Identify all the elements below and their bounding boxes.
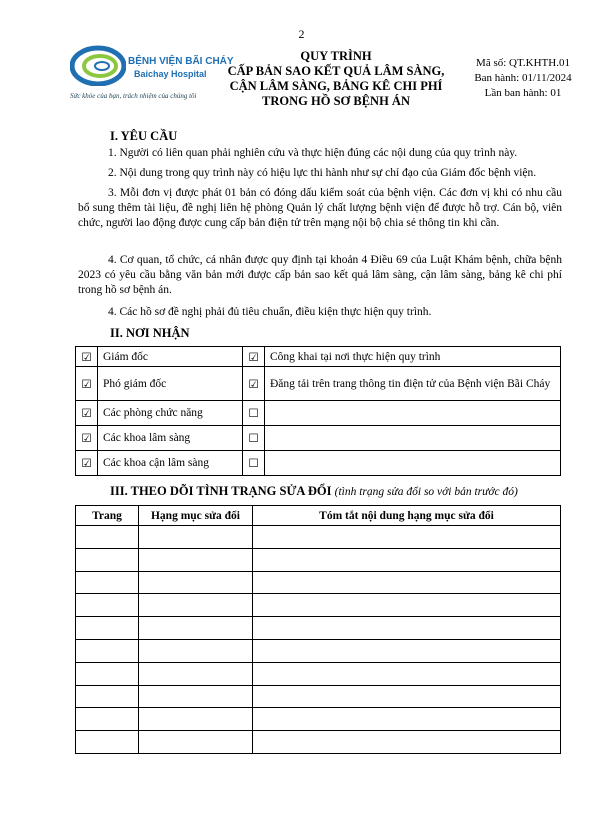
recipient-label	[265, 426, 561, 451]
recipient-row	[76, 367, 561, 401]
revision-row	[76, 526, 561, 549]
revision-cell	[76, 526, 139, 549]
recipient-row	[76, 451, 561, 476]
section-revisions-note: (tình trạng sửa đổi so với bản trước đó)	[334, 486, 518, 498]
title-line: TRONG HỒ SƠ BỆNH ÁN	[262, 94, 410, 108]
checked-box-icon: ☑	[76, 367, 98, 401]
document-meta	[458, 56, 588, 101]
revision-cell	[253, 708, 561, 731]
logo-subname: Baichay Hospital	[134, 69, 207, 79]
requirement-item: 4. Cơ quan, tổ chức, cá nhân được quy định tại khoản 4 Điều 69 của Luật Khám bệnh, chữa bệnh 2023 có yêu cầu bằng văn bản mới được cấp bản sao kết quả lâm sàng, cận lâm sàng, bảng kê chi phí trong hồ sơ bệnh án.	[78, 254, 562, 296]
logo-swirl-icon	[70, 44, 126, 86]
revision-cell	[76, 548, 139, 571]
revision-cell	[253, 685, 561, 708]
requirement-item: 2. Nội dung trong quy trình này có hiệu lực thi hành như sự chỉ đạo của Giám đốc bệnh viện.	[108, 167, 537, 179]
revision-cell	[139, 571, 253, 594]
recipient-row	[76, 401, 561, 426]
revision-cell	[139, 662, 253, 685]
requirement-item: 1. Người có liên quan phải nghiên cứu và thực hiện đúng các nội dung của quy trình này.	[108, 147, 518, 159]
revision-row	[76, 571, 561, 594]
recipient-label: Các phòng chức năng	[98, 401, 243, 426]
column-header: Trang	[76, 506, 139, 526]
revision-cell	[253, 617, 561, 640]
checked-box-icon: ☑	[76, 401, 98, 426]
revision-cell	[76, 685, 139, 708]
recipient-label: Đăng tải trên trang thông tin điện tử của Bệnh viện Bãi Cháy	[265, 367, 561, 401]
revision-cell	[76, 731, 139, 754]
revision-cell	[139, 594, 253, 617]
section-recipients-title: II. NƠI NHẬN	[110, 326, 190, 340]
title-line: CẤP BẢN SAO KẾT QUẢ LÂM SÀNG,	[227, 64, 445, 78]
checked-box-icon: ☑	[76, 426, 98, 451]
revision-cell	[253, 594, 561, 617]
hospital-logo	[66, 42, 234, 104]
column-header: Tóm tắt nội dung hạng mục sửa đổi	[253, 506, 561, 526]
revision-cell	[253, 731, 561, 754]
checked-box-icon: ☑	[243, 367, 265, 401]
revision-cell	[139, 685, 253, 708]
revision-row	[76, 662, 561, 685]
recipient-label	[265, 401, 561, 426]
revision-cell	[76, 617, 139, 640]
revision-cell	[253, 662, 561, 685]
document-title	[218, 49, 454, 109]
recipient-label: Phó giám đốc	[98, 367, 243, 401]
requirement-item: 4. Các hồ sơ đề nghị phải đủ tiêu chuẩn, điều kiện thực hiện quy trình.	[108, 306, 432, 318]
checked-box-icon: ☑	[76, 451, 98, 476]
revision-cell	[139, 526, 253, 549]
title-line: CẬN LÂM SÀNG, BẢNG KÊ CHI PHÍ	[229, 79, 443, 93]
recipients-table	[75, 346, 561, 476]
unchecked-box-icon: ☐	[243, 426, 265, 451]
page-number: 2	[298, 27, 305, 41]
unchecked-box-icon: ☐	[243, 401, 265, 426]
revision-row	[76, 639, 561, 662]
recipient-row	[76, 347, 561, 367]
revision-row	[76, 548, 561, 571]
checked-box-icon: ☑	[76, 347, 98, 367]
recipient-label: Các khoa lâm sàng	[98, 426, 243, 451]
section-requirements-title: I. YÊU CẦU	[110, 129, 178, 143]
recipient-label: Giám đốc	[98, 347, 243, 367]
revision-cell	[253, 548, 561, 571]
revision-row	[76, 731, 561, 754]
checked-box-icon: ☑	[243, 347, 265, 367]
document-code: Mã số: QT.KHTH.01	[476, 57, 570, 69]
recipient-label	[265, 451, 561, 476]
revision-header-row	[76, 506, 561, 526]
revision-row	[76, 685, 561, 708]
revision-row	[76, 617, 561, 640]
revision-cell	[253, 571, 561, 594]
recipient-label: Công khai tại nơi thực hiện quy trình	[265, 347, 561, 367]
revision-cell	[76, 639, 139, 662]
edition-number: Lần ban hành: 01	[484, 87, 562, 99]
revision-row	[76, 708, 561, 731]
issue-date: Ban hành: 01/11/2024	[474, 72, 572, 84]
revision-cell	[139, 731, 253, 754]
logo-name: BỆNH VIỆN BÃI CHÁY	[128, 56, 234, 67]
logo-slogan: Sức khỏe của bạn, trách nhiệm của chúng tôi	[70, 92, 197, 100]
revision-cell	[76, 662, 139, 685]
revision-history-table	[75, 505, 561, 754]
revision-cell	[76, 708, 139, 731]
section-revisions-heading	[110, 484, 518, 499]
section-revisions-title: III. THEO DÕI TÌNH TRẠNG SỬA ĐỔI	[110, 484, 332, 498]
requirement-item: 3. Mỗi đơn vị được phát 01 bản có đóng dấu kiểm soát của bệnh viện. Các đơn vị khi có nhu cầu bổ sung thêm tài liệu, đề nghị liên hệ phòng Quản lý chất lượng bệnh viện để được hỗ trợ. Cán bộ, viên chức, người lao động được cung cấp bản điện tử trên mạng nội bộ chia sẻ thông tin khi cần.	[78, 187, 562, 229]
revision-cell	[76, 571, 139, 594]
revision-cell	[76, 594, 139, 617]
revision-row	[76, 594, 561, 617]
revision-cell	[253, 526, 561, 549]
recipient-label: Các khoa cận lâm sàng	[98, 451, 243, 476]
recipient-row	[76, 426, 561, 451]
unchecked-box-icon: ☐	[243, 451, 265, 476]
title-line: QUY TRÌNH	[300, 49, 372, 63]
revision-cell	[139, 708, 253, 731]
column-header: Hạng mục sửa đổi	[139, 506, 253, 526]
revision-cell	[253, 639, 561, 662]
revision-cell	[139, 617, 253, 640]
revision-cell	[139, 548, 253, 571]
revision-cell	[139, 639, 253, 662]
